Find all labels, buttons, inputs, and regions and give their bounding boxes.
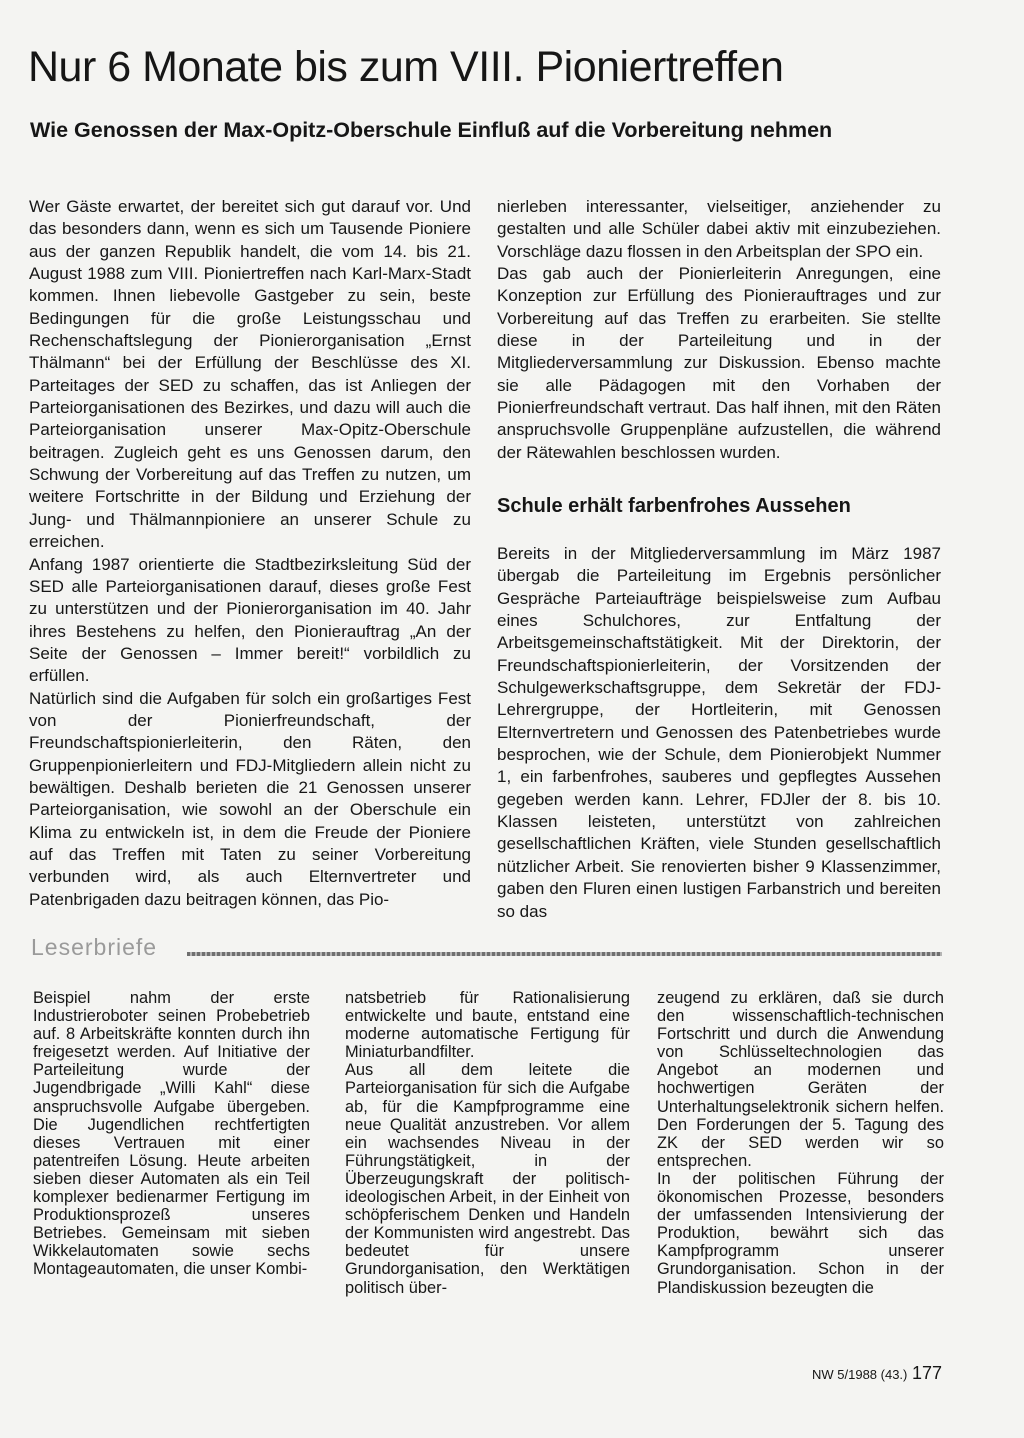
letters-column-1: Beispiel nahm der erste Industrieroboter seinen Probebetrieb auf. 8 Arbeitskräfte konnten durch ihn freigesetzt werden. Auf Initiative der Parteileitung wurde der Jugendbrigade „Willi Kahl“ diese anspruchsvolle Aufgabe übergeben. Die Jugendlichen rechtfertigten dieses Vertrauen mit einer patentreifen Lösung. Heute arbeiten sieben dieser Automaten als ein Teil komplexer bedienarmer Fertigung im Produktionsprozeß unseres Betriebes. Gemeinsam mit sieben Wikkelautomaten sowie sechs Montageautomaten, die unser Kombi- [33,989,310,1279]
letters-column-2: natsbetrieb für Rationalisierung entwickelte und baute, entstand eine moderne automatische Fertigung für Miniaturbandfilter. Aus all dem leitete die Parteiorganisation für sich die Aufgabe ab, für die Kampfprogramme eine neue Qualität anzustreben. Vor allem ein wachsendes Niveau in der Führungstätigkeit, in der Überzeugungskraft der politisch-ideologischen Arbeit, in der Einheit von schöpferischem Denken und Handeln der Kommunisten wird angestrebt. Das bedeutet für unsere Grundorganisation, den Werktätigen politisch über- [345,989,630,1297]
page-number: 177 [912,1363,943,1383]
article-column-1: Wer Gäste erwartet, der bereitet sich gut darauf vor. Und das besonders dann, wenn es sich um Tausende Pioniere aus der ganzen Republik handelt, die vom 14. bis 21. August 1988 zum VIII. Pioniertreffen nach Karl-Marx-Stadt kommen. Ihnen liebevolle Gastgeber zu sein, beste Bedingungen für die große Leistungsschau und Rechenschaftslegung der Pionierorganisation „Ernst Thälmann“ bei der Erfüllung der Beschlüsse des XI. Parteitages der SED zu schaffen, das ist Anliegen der Parteiorganisationen des Bezirkes, und dazu will auch die Parteiorganisation unserer Max-Opitz-Oberschule beitragen. Zugleich geht es uns Genossen darum, den Schwung der Vorbereitung auf das Treffen zu nutzen, um weitere Fortschritte in der Bildung und Erziehung der Jung- und Thälmannpioniere an unserer Schule zu erreichen. Anfang 1987 orientierte die Stadtbezirksleitung Süd der SED alle Parteiorganisationen darauf, dieses große Fest zu unterstützen und der Pionierorganisation im 40. Jahr ihres Bestehens zu helfen, den Pionierauftrag „An der Seite der Genossen – Immer bereit!“ vorbildlich zu erfüllen. Natürlich sind die Aufgaben für solch ein großartiges Fest von der Pionierfreundschaft, der Freundschaftspionierleiterin, den Räten, den Gruppenpionierleitern und FDJ-Mitgliedern allein nicht zu bewältigen. Deshalb berieten die 21 Genossen unserer Parteiorganisation, wie sowohl an der Oberschule ein Klima zu entwickeln ist, in dem die Freude der Pioniere auf das Treffen mit Taten zu seiner Vorbereitung verbunden wird, als auch Elternvertreter und Patenbrigaden dazu beitragen können, das Pio- [29,197,471,909]
article-column-2-top: nierleben interessanter, vielseitiger, anziehender zu gestalten und alle Schüler dabei aktiv mit einzubeziehen. Vorschläge dazu flossen in den Arbeitsplan der SPO ein. Das gab auch der Pionierleiterin Anregungen, eine Konzeption zur Erfüllung des Pionierauftrages und zur Vorbereitung auf das Treffen zu erarbeiten. Sie stellte diese in der Parteileitung und in der Mitgliederversammlung zur Diskussion. Ebenso machte sie alle Pädagogen mit den Vorhaben der Pionierfreundschaft vertraut. Das half ihnen, mit den Räten anspruchsvolle Gruppenpläne aufzustellen, die während der Rätewahlen beschlossen wurden. [497,197,941,462]
letters-divider [187,952,942,956]
article-subtitle: Wie Genossen der Max-Opitz-Oberschule Einfluß auf die Vorbereitung nehmen [30,118,833,142]
section-heading: Schule erhält farbenfrohes Aussehen [497,495,851,517]
article-title: Nur 6 Monate bis zum VIII. Pioniertreffen [28,43,784,91]
letters-column-3: zeugend zu erklären, daß sie durch den wissenschaftlich-technischen Fortschritt und durch die Anwendung von Schlüsseltechnologien das Angebot an modernen und hochwertigen Geräten der Unterhaltungselektronik sichern helfen. Den Forderungen der 5. Tagung des ZK der SED werden wir so entsprechen. In der politischen Führung der ökonomischen Prozesse, besonders der umfassenden Intensivierung der Produktion, bewährt sich das Kampfprogramm unserer Grundorganisation. Schon in der Plandiskussion bezeugten die [657,989,944,1297]
issue-reference: NW 5/1988 (43.) [812,1367,908,1382]
article-column-2-bottom: Bereits in der Mitgliederversammlung im März 1987 übergab die Parteileitung im Ergebnis persönlicher Gespräche Parteiaufträge beispielsweise zum Aufbau eines Schulchores, zur Entfaltung der Arbeitsgemeinschaftstätigkeit. Mit der Direktorin, der Freundschaftspionierleiterin, der Vorsitzenden der Schulgewerkschaftsgruppe, dem Sekretär der FDJ-Lehrergruppe, der Hortleiterin, mit Genossen Elternvertretern und Genossen des Patenbetriebes wurde besprochen, wie der Schule, dem Pionierobjekt Nummer 1, ein farbenfrohes, sauberes und gepflegtes Aussehen gegeben werden kann. Lehrer, FDJler der 8. bis 10. Klassen leisteten, unterstützt von zahlreichen gesellschaftlichen Kräften, viele Stunden gesellschaftlich nützlicher Arbeit. Sie renovierten bisher 9 Klassenzimmer, gaben den Fluren einen lustigen Farbanstrich und bereiten so das [497,544,941,921]
letters-section-label: Leserbriefe [31,934,158,960]
